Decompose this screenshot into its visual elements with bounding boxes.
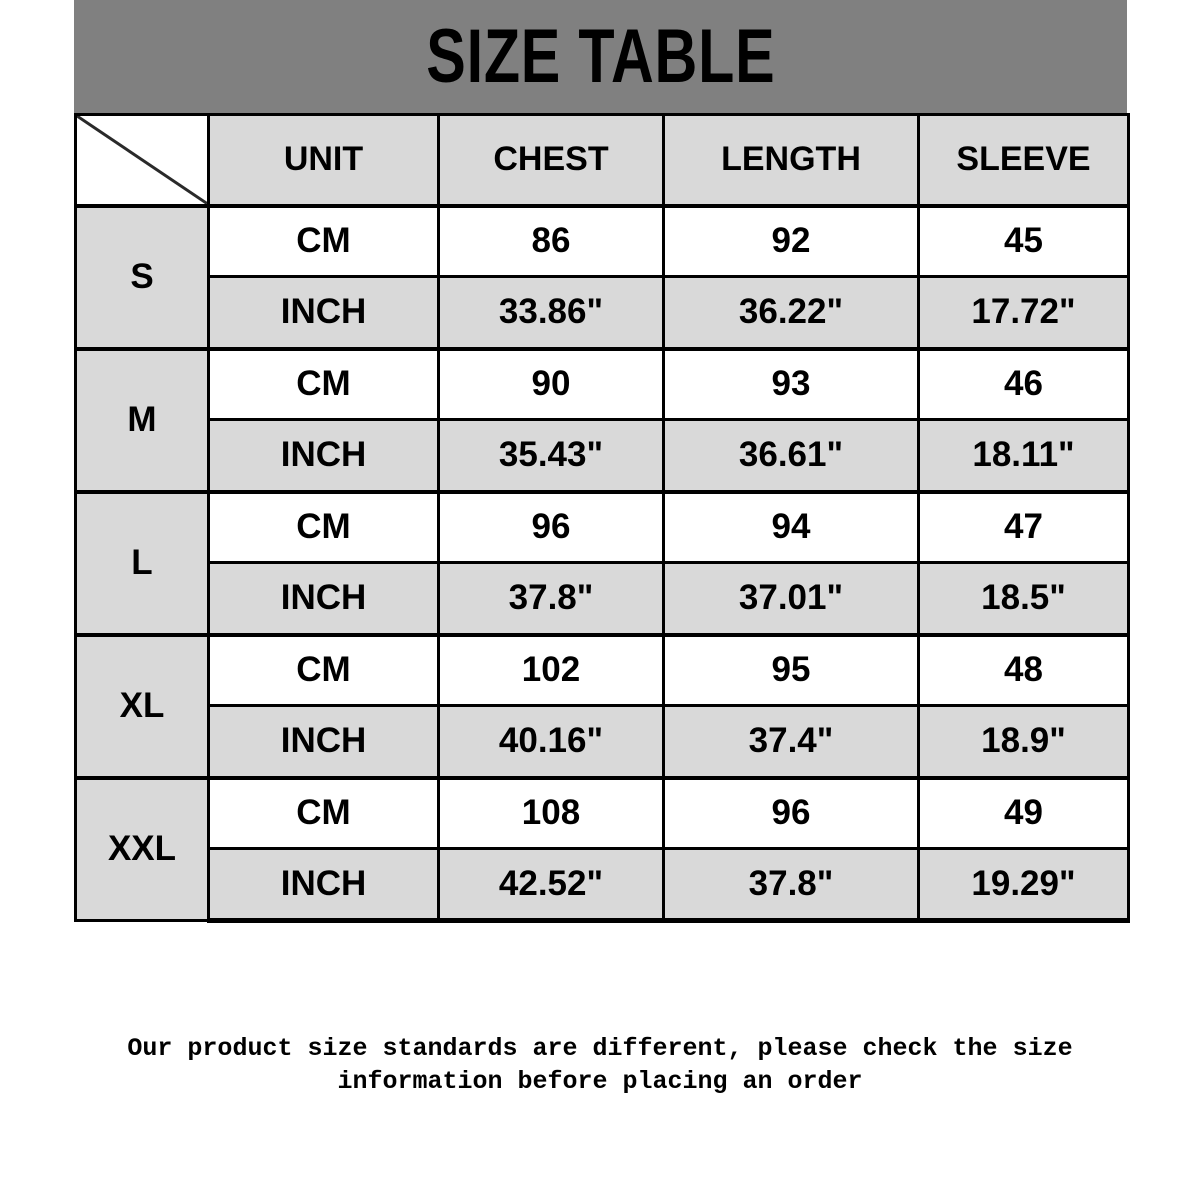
length-value-cell: 37.8" <box>664 849 919 921</box>
size-label-cell: M <box>76 349 209 492</box>
column-header-chest: CHEST <box>439 115 664 206</box>
sleeve-value-cell: 47 <box>919 492 1129 563</box>
sleeve-value-cell: 19.29" <box>919 849 1129 921</box>
table-row <box>76 563 1129 635</box>
unit-cell: CM <box>209 492 439 563</box>
unit-cell: CM <box>209 349 439 420</box>
size-label-cell: L <box>76 492 209 635</box>
size-chart-table <box>74 113 1130 923</box>
chest-value-cell: 90 <box>439 349 664 420</box>
table-row <box>76 349 1129 420</box>
unit-cell: INCH <box>209 563 439 635</box>
length-value-cell: 36.22" <box>664 277 919 349</box>
sleeve-value-cell: 49 <box>919 778 1129 849</box>
unit-cell: CM <box>209 635 439 706</box>
footer-note-line1: Our product size standards are different, please check the size <box>127 1034 1073 1063</box>
sleeve-value-cell: 18.5" <box>919 563 1129 635</box>
chest-value-cell: 33.86" <box>439 277 664 349</box>
table-row <box>76 206 1129 277</box>
chest-value-cell: 35.43" <box>439 420 664 492</box>
size-label-cell: S <box>76 206 209 349</box>
chest-value-cell: 96 <box>439 492 664 563</box>
length-value-cell: 94 <box>664 492 919 563</box>
unit-cell: INCH <box>209 706 439 778</box>
unit-cell: INCH <box>209 277 439 349</box>
length-value-cell: 92 <box>664 206 919 277</box>
sleeve-value-cell: 18.11" <box>919 420 1129 492</box>
sleeve-value-cell: 18.9" <box>919 706 1129 778</box>
page-title: SIZE TABLE <box>425 14 776 99</box>
length-value-cell: 96 <box>664 778 919 849</box>
chest-value-cell: 42.52" <box>439 849 664 921</box>
diagonal-header-cell <box>76 115 209 206</box>
length-value-cell: 37.4" <box>664 706 919 778</box>
column-header-unit: UNIT <box>209 115 439 206</box>
length-value-cell: 95 <box>664 635 919 706</box>
table-row <box>76 277 1129 349</box>
unit-cell: INCH <box>209 420 439 492</box>
sleeve-value-cell: 48 <box>919 635 1129 706</box>
size-label-cell: XL <box>76 635 209 778</box>
diagonal-line-icon <box>77 116 207 204</box>
column-header-length: LENGTH <box>664 115 919 206</box>
header-row <box>76 115 1129 206</box>
table-row <box>76 778 1129 849</box>
length-value-cell: 37.01" <box>664 563 919 635</box>
chest-value-cell: 37.8" <box>439 563 664 635</box>
table-row <box>76 635 1129 706</box>
sleeve-value-cell: 17.72" <box>919 277 1129 349</box>
chest-value-cell: 86 <box>439 206 664 277</box>
unit-cell: CM <box>209 206 439 277</box>
column-header-sleeve: SLEEVE <box>919 115 1129 206</box>
table-row <box>76 706 1129 778</box>
size-table-title-bar <box>74 0 1127 113</box>
table-row <box>76 849 1129 921</box>
unit-cell: INCH <box>209 849 439 921</box>
length-value-cell: 93 <box>664 349 919 420</box>
chest-value-cell: 40.16" <box>439 706 664 778</box>
chest-value-cell: 108 <box>439 778 664 849</box>
sleeve-value-cell: 46 <box>919 349 1129 420</box>
size-label-cell: XXL <box>76 778 209 921</box>
footer-note <box>0 1032 1200 1098</box>
table-row <box>76 420 1129 492</box>
table-row <box>76 492 1129 563</box>
sleeve-value-cell: 45 <box>919 206 1129 277</box>
chest-value-cell: 102 <box>439 635 664 706</box>
length-value-cell: 36.61" <box>664 420 919 492</box>
unit-cell: CM <box>209 778 439 849</box>
footer-note-line2: information before placing an order <box>337 1067 863 1096</box>
